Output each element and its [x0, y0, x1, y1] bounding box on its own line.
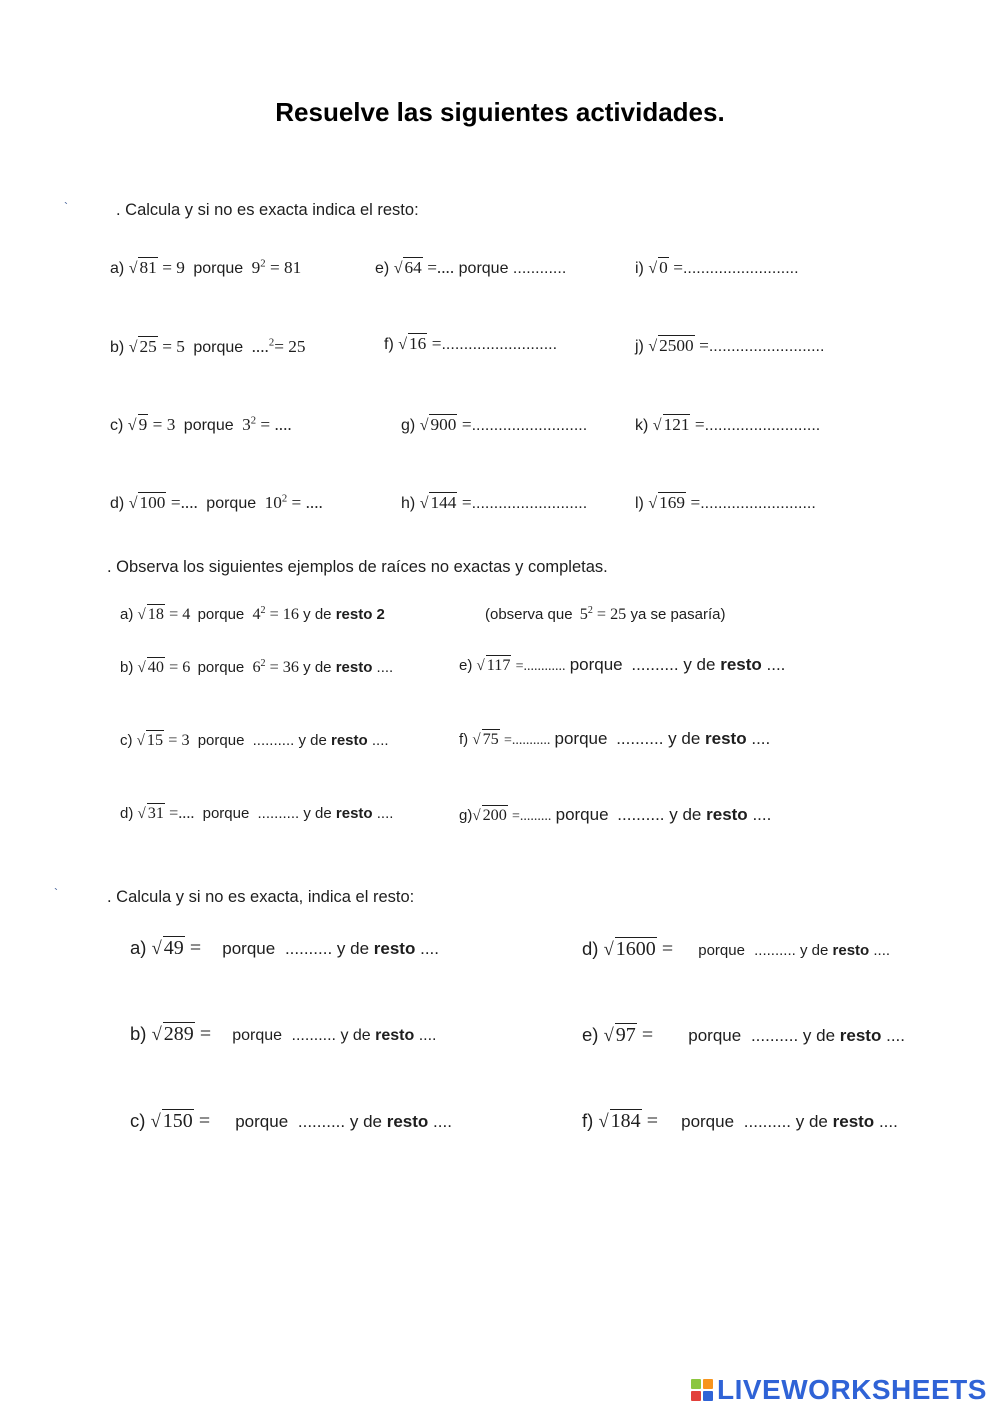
section2-heading: . Observa los siguientes ejemplos de raíces no exactas y completas. — [107, 558, 608, 576]
s2-item-d: d) √ 31 =.... porque .......... y de resto .... — [120, 804, 394, 822]
tick-mark: ` — [64, 200, 68, 214]
s3-item-b: b) √ 289 = porque .......... y de resto .... — [130, 1023, 437, 1045]
s2-item-a: a) √ 18 = 4 porque $4^2 = 16$ y de resto 2 — [120, 604, 385, 623]
section3-heading: . Calcula y si no es exacta, indica el resto: — [107, 888, 415, 906]
s3-item-d: d) √ 1600 = porque .......... y de resto .... — [582, 938, 891, 960]
s3-item-c: c) √ 150 = porque .......... y de resto .... — [130, 1110, 452, 1132]
s1-item-k: k) √ 121 =.......................... — [635, 415, 821, 434]
s1-item-l: l) √ 169 =.......................... — [635, 493, 816, 512]
s2-note: (observa que $5^2 = 25$ ya se pasaría) — [485, 604, 726, 623]
s1-item-b: b) √ 25 = 5 porque ....$^2$= 25 — [110, 336, 306, 356]
s2-item-g: g)√ 200 =......... porque .......... y de resto .... — [459, 805, 772, 824]
logo-text: LIVEWORKSHEETS — [717, 1374, 987, 1405]
liveworksheets-logo — [691, 1374, 987, 1406]
s1-item-e: e) √ 64 =.... porque ............ — [375, 258, 567, 277]
s1-item-f: f) √ 16 =.......................... — [384, 334, 558, 353]
tick-mark: ` — [54, 886, 58, 900]
page-title: Resuelve las siguientes actividades. — [275, 97, 725, 127]
s1-item-c: c) √ 9 = 3 porque $3^2$ = .... — [110, 414, 292, 434]
s2-item-f: f) √ 75 =........... porque .......... y de resto .... — [459, 729, 771, 748]
s3-item-e: e) √ 97 = porque .......... y de resto .... — [582, 1024, 905, 1046]
section1-heading: . Calcula y si no es exacta indica el resto: — [116, 201, 419, 219]
s1-item-a: a) √ 81 = 9 porque $9^2 = 81$ — [110, 257, 302, 277]
s3-item-a: a) √ 49 = porque .......... y de resto .... — [130, 937, 439, 959]
s1-item-g: g) √ 900 =.......................... — [401, 415, 588, 434]
s2-item-e: e) √ 117 =............ porque .......... y de resto .... — [459, 655, 786, 674]
logo-mark-icon — [691, 1379, 713, 1401]
s1-item-h: h) √ 144 =.......................... — [401, 493, 588, 512]
s1-item-j: j) √ 2500 =.......................... — [635, 336, 825, 355]
s1-item-d: d) √ 100 =.... porque $10^2$ = .... — [110, 492, 323, 512]
s2-item-b: b) √ 40 = 6 porque $6^2 = 36$ y de resto .... — [120, 657, 394, 676]
s1-item-i: i) √ 0 =.......................... — [635, 258, 799, 277]
s2-item-c: c) √ 15 = 3 porque .......... y de resto .... — [120, 731, 389, 749]
s3-item-f: f) √ 184 = porque .......... y de resto .... — [582, 1110, 898, 1132]
